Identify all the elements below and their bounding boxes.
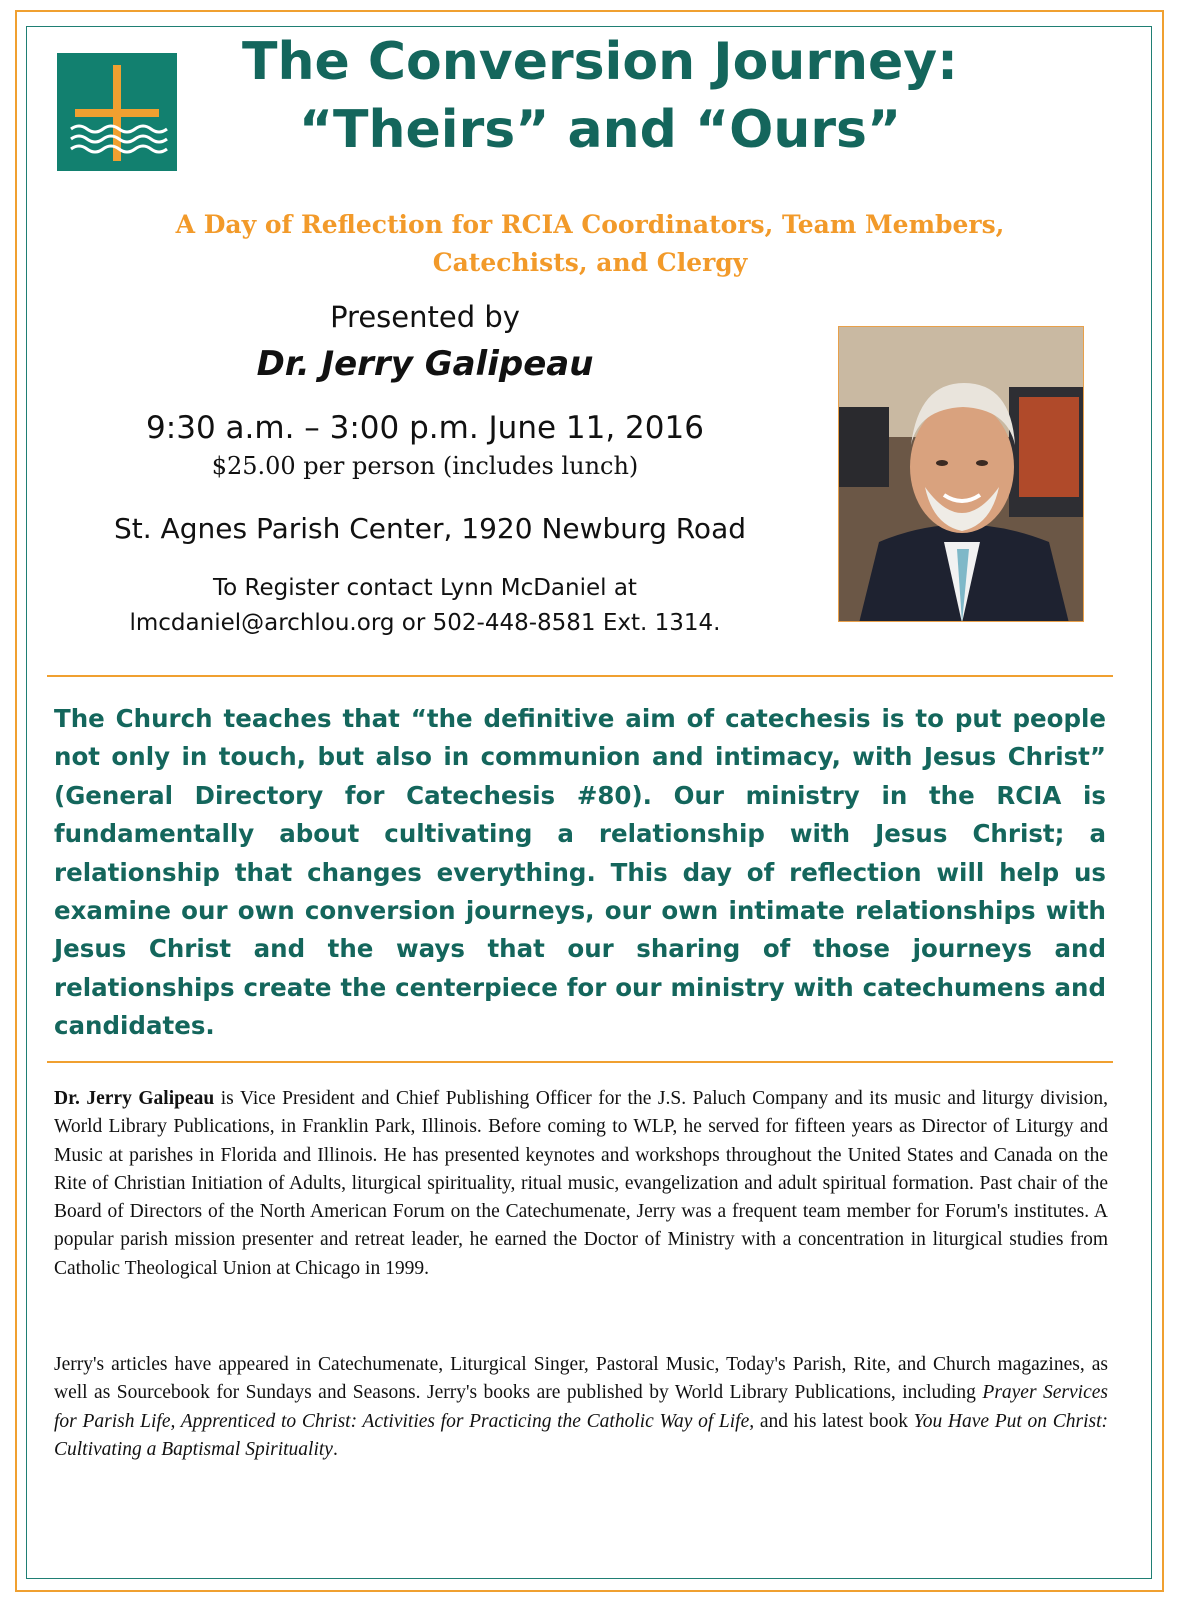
subtitle-line-1: A Day of Reflection for RCIA Coordinators, Team Members, <box>175 210 1005 239</box>
page-title <box>200 28 1000 164</box>
book-title-2: You Have Put on Christ: Cultivating a Baptismal Spirituality <box>54 1410 1108 1460</box>
subtitle <box>100 206 1080 282</box>
bio-paragraph-2 <box>54 1351 1108 1464</box>
subtitle-line-2: Catechists, and Clergy <box>432 248 748 277</box>
bio-text-2c: . <box>332 1438 338 1460</box>
event-time: 9:30 a.m. – 3:00 p.m. June 11, 2016 <box>146 410 704 446</box>
presented-by-label: Presented by <box>330 300 520 334</box>
divider-top <box>47 675 1113 677</box>
cross-water-logo-icon <box>57 53 177 171</box>
divider-bottom <box>47 1061 1113 1063</box>
book-title-1: Prayer Services for Parish Life, Apprenticed to Christ: Activities for Practicing the Catholic Way of Life, <box>54 1382 1108 1432</box>
title-line-2: “Theirs” and “Ours” <box>298 100 902 160</box>
register-line-1: To Register contact Lynn McDaniel at <box>213 575 637 601</box>
bio-paragraph-1 <box>54 1085 1108 1283</box>
event-venue: St. Agnes Parish Center, 1920 Newburg Road <box>114 512 746 545</box>
bio-text-1: is Vice President and Chief Publishing Officer for the J.S. Paluch Company and its music and liturgy division, World Library Publications, in Franklin Park, Illinois. Before coming to WLP, he served for fifteen years as Director of Liturgy and Music at parishes in Florida and Illinois. He has presented keynotes and workshops throughout the United States and Canada on the Rite of Christian Initiation of Adults, liturgical spirituality, ritual music, evangelization and adult spiritual formation. Past chair of the Board of Directors of the North American Forum on the Catechumenate, Jerry was a frequent team member for Forum's institutes. A popular parish mission presenter and retreat leader, he earned the Doctor of Ministry with a concentration in liturgical studies from Catholic Theological Union at Chicago in 1999. <box>54 1088 1108 1279</box>
title-line-1: The Conversion Journey: <box>242 32 958 92</box>
bio-text-2b: and his latest book <box>754 1410 914 1432</box>
bio-name: Dr. Jerry Galipeau <box>54 1088 215 1109</box>
registration-info <box>60 571 790 641</box>
presenter-photo <box>838 326 1084 622</box>
event-price: $25.00 per person (includes lunch) <box>211 452 639 480</box>
presenter-name: Dr. Jerry Galipeau <box>256 344 594 384</box>
register-contact-email-phone: lmcdaniel@archlou.org or 502-448-8581 Ext. 1314. <box>129 610 721 636</box>
bio-text-2a: Jerry's articles have appeared in Catechumenate, Liturgical Singer, Pastoral Music, Today's Parish, Rite, and Church magazines, as well as Sourcebook for Sundays and Seasons. Jerry's books are published by World Library Publications, including <box>54 1354 1108 1404</box>
catechesis-quote: The Church teaches that “the definitive aim of catechesis is to put people not only in touch, but also in communion and intimacy, with Jesus Christ” (General Directory for Catechesis #80). Our ministry in the RCIA is fundamentally about cultivating a relationship with Jesus Christ; a relationship that changes everything. This day of reflection will help us examine our own conversion journeys, our own intimate relationships with Jesus Christ and the ways that our sharing of those journeys and relationships create the centerpiece for our ministry with catechumens and candidates. <box>54 704 1106 1041</box>
